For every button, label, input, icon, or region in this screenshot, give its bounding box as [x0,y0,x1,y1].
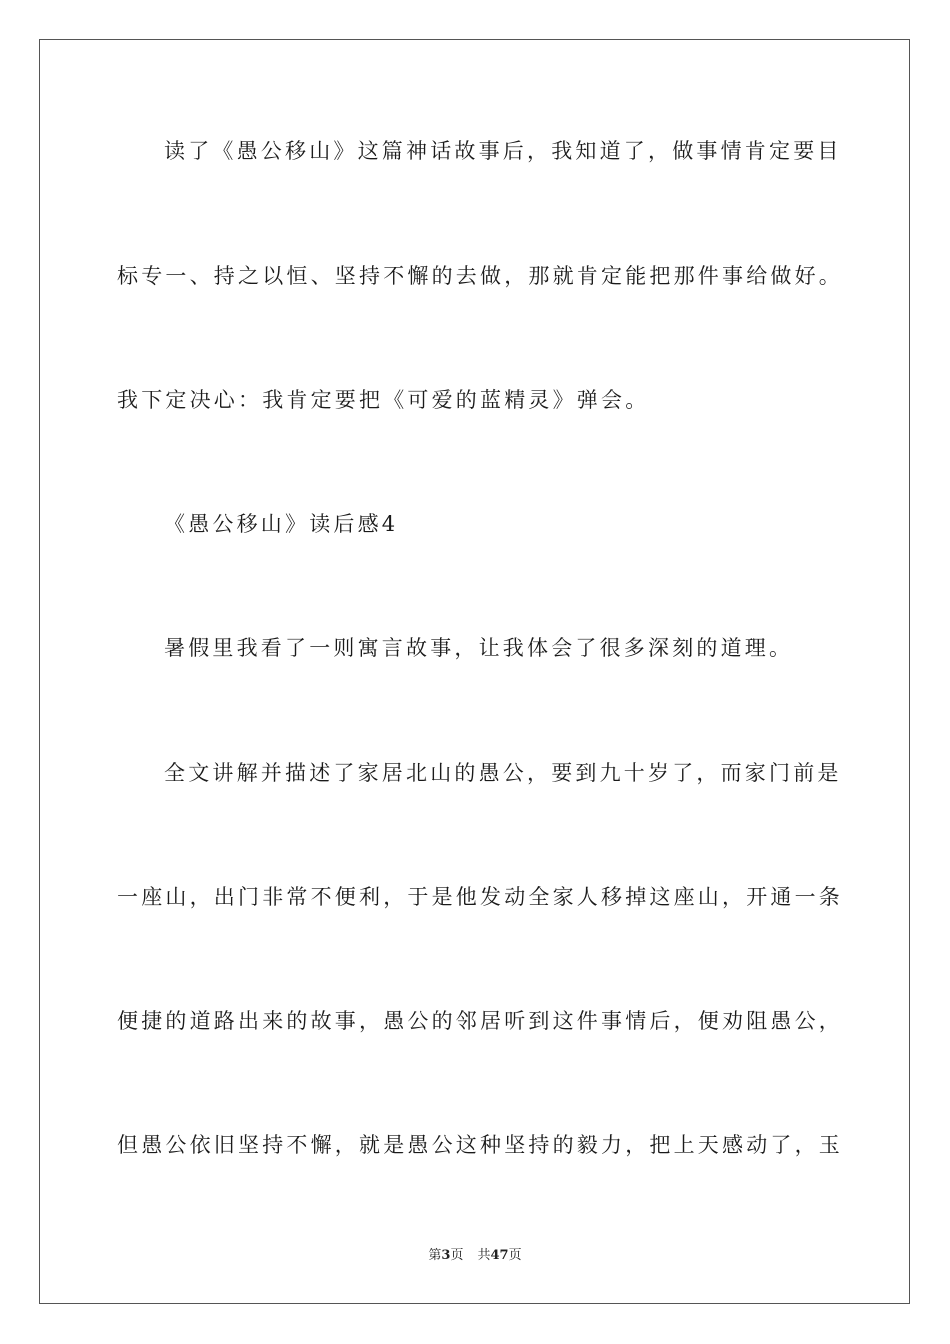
total-suffix: 页 [508,1248,522,1263]
page-footer [0,1246,950,1266]
page-number: 3 [441,1248,451,1263]
page-border [39,39,910,1304]
page-suffix: 页 [450,1248,464,1263]
page-prefix: 第 [428,1248,442,1263]
paragraph-line-1: 读了《愚公移山》这篇神话故事后，我知道了，做事情肯定要目 [164,139,842,163]
paragraph-line-6: 全文讲解并描述了家居北山的愚公，要到九十岁了，而家门前是 [164,761,842,785]
paragraph-line-5: 暑假里我看了一则寓言故事，让我体会了很多深刻的道理。 [164,636,794,660]
paragraph-line-8: 便捷的道路出来的故事，愚公的邻居听到这件事情后，便劝阻愚公， [117,1009,843,1033]
paragraph-line-9: 但愚公依旧坚持不懈，就是愚公这种坚持的毅力，把上天感动了，玉 [117,1133,843,1157]
paragraph-line-2: 标专一、持之以恒、坚持不懈的去做，那就肯定能把那件事给做好。 [117,264,843,288]
paragraph-line-7: 一座山，出门非常不便利，于是他发动全家人移掉这座山，开通一条 [117,885,843,909]
paragraph-line-3: 我下定决心：我肯定要把《可爱的蓝精灵》弹会。 [117,388,650,412]
total-prefix: 共 [477,1248,491,1263]
section-heading: 《愚公移山》读后感4 [164,512,399,536]
total-pages: 47 [490,1248,509,1263]
